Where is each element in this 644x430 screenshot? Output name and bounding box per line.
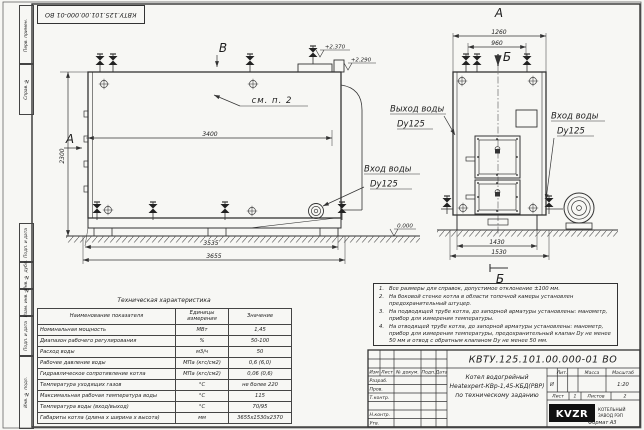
section-label-bottom: Б — [495, 272, 505, 286]
section-label-top: Б — [502, 50, 512, 64]
sheet-label: Лист — [552, 394, 564, 400]
margin-stamp-inv-dubl: Инв. № дубл. — [19, 261, 34, 290]
sheets-value: 2 — [623, 394, 627, 400]
role-prov: Пров. — [369, 387, 383, 393]
role-utv: Утв. — [369, 421, 380, 427]
see-note-ref: см. п. 2 — [251, 96, 293, 106]
role-nkontr: Н.контр. — [369, 413, 391, 418]
side-dimension-texts — [59, 41, 413, 260]
product-name-line1: Котел водогрейный — [465, 374, 529, 381]
valve-icon — [309, 46, 318, 64]
col-podp: Подп. — [421, 370, 436, 376]
valve-icon — [338, 202, 347, 220]
valve-icon — [96, 54, 105, 72]
company-name-line2: ЗАВОД РЭП — [598, 413, 623, 418]
notes-box — [373, 283, 618, 346]
dim-3535: 3535 — [203, 240, 219, 247]
dim-1530: 1530 — [491, 249, 507, 256]
product-name-line3: по техническому заданию — [455, 392, 539, 399]
col-izm: Изм — [369, 370, 379, 376]
role-tkontr: Т.контр. — [369, 396, 390, 401]
elevation-zero: 0.000 — [397, 223, 413, 230]
target-mark-icon — [458, 203, 468, 213]
tech-characteristics — [37, 294, 291, 424]
title-block-doc-number: КВТУ.125.101.00.000-01 ВО — [468, 354, 618, 366]
lit-label: Лит. — [556, 371, 568, 376]
tech-col-name: Наименование показателя — [38, 309, 176, 325]
valve-icon — [149, 202, 158, 220]
note-item: 4. На отводящей трубе котла, до запорной арматуры установлены: манометр, прибор для измерения температуры, предохранительный клапан Dу не менее 50 мм и отвод с обратным клапаном Dу не менее 50 мм. — [378, 323, 611, 344]
front-inlet-dn: Dу125 — [557, 126, 585, 137]
front-outlet-dn: Dу125 — [397, 119, 425, 130]
margin-stamp-perv-primen: Перв. примен. — [19, 5, 34, 65]
margin-stamp-sprav-no: Справ. № — [19, 63, 34, 115]
side-inlet-dn: Dу125 — [370, 179, 398, 190]
note-item: 3. На подводящей трубе котла, до запорной арматуры установлены: манометр, прибор для измерения температуры. — [378, 308, 608, 322]
target-mark-icon — [528, 76, 538, 86]
note-item: 2. На боковой стенке котла в области топочной камеры установлен предохранительный штуцер. — [378, 293, 574, 307]
col-dokum: № докум. — [396, 370, 419, 376]
note-item: 1. Все размеры для справок, допустимое отклонение ±100 мм. — [378, 286, 560, 292]
target-mark-icon — [528, 203, 538, 213]
scale-label: Масштаб — [612, 371, 634, 376]
tech-table-header — [38, 309, 292, 325]
dim-2300: 2300 — [59, 148, 66, 164]
tech-table-row: Рабочее давление воды МПа (кгс/см2) 0,6 (6,0) — [38, 358, 292, 369]
target-mark-icon — [248, 79, 258, 89]
dim-1260: 1260 — [491, 29, 507, 36]
tech-col-units: Единицы измерения — [176, 309, 229, 325]
valve-icon — [221, 202, 230, 220]
tech-table-row: Гидравлическое сопротивление котла МПа (кгс/см2) 0,06 (0,6) — [38, 369, 292, 380]
product-name-line2: Heatexpert-КВр-1,45-КБД(РВР) — [449, 383, 545, 390]
format-label: Формат А3 — [588, 420, 617, 426]
margin-stamp-inv-podl: Инв. № подл. — [19, 355, 34, 429]
view-arrow-label-b: В — [218, 41, 228, 55]
front-dimension-texts — [390, 6, 599, 286]
tech-table-row: Расход воды м3/ч 50 — [38, 347, 292, 358]
tech-col-value: Значение — [229, 309, 292, 325]
col-list: Лист — [381, 370, 393, 376]
col-data: Дата — [435, 370, 448, 376]
target-mark-icon — [457, 76, 467, 86]
target-mark-icon — [99, 79, 109, 89]
dim-3400: 3400 — [202, 131, 218, 138]
margin-stamp-vzam-inv: Взам. инв. № — [19, 288, 34, 317]
valve-icon — [462, 54, 471, 72]
valve-icon — [109, 54, 118, 72]
sheet-value: 1 — [573, 394, 577, 400]
tech-table-title: Техническая характеристика — [117, 297, 211, 304]
corner-stamp — [37, 5, 145, 24]
corner-stamp-doc-number: КВТУ.125.101.00.000-01 ВО — [45, 10, 137, 19]
side-view — [66, 57, 420, 243]
tech-table-row: Номинальная мощность МВт 1,45 — [38, 325, 292, 336]
tech-table-row: Максимальная рабочая температура воды °С 115 — [38, 391, 292, 402]
tech-table-row: Габариты котла (длина х ширина х высота) мм 3655х1530х2370 — [38, 413, 292, 424]
tech-table-row: Температура воды (вход/выход) °С 70/95 — [38, 402, 292, 413]
front-inlet-label: Вход воды — [551, 111, 599, 122]
valve-icon — [523, 54, 532, 72]
company-name-line1: КОТЕЛЬНЫЙ — [598, 407, 626, 412]
tech-table — [37, 308, 292, 424]
valve-icon — [93, 202, 102, 220]
elevation-top: +2.370 — [324, 44, 346, 51]
mass-label: Масса — [584, 371, 600, 376]
margin-stamp-podp-data-2: Подп. и дата — [19, 315, 34, 357]
tech-table-row: Температура уходящих газов °С не более 220 — [38, 380, 292, 391]
valve-icon — [246, 54, 255, 72]
valve-icon — [473, 54, 482, 72]
tech-table-row: Диапазон рабочего регулирования % 50-100 — [38, 336, 292, 347]
sheets-label: Листов — [587, 394, 605, 400]
front-view — [437, 64, 618, 237]
lit-value: И — [550, 382, 554, 388]
valve-icon — [443, 196, 452, 214]
margin-stamp-podp-data-1: Подп. и дата — [19, 223, 34, 263]
front-view-title: А — [494, 6, 504, 20]
dim-3655: 3655 — [206, 253, 222, 260]
target-mark-icon — [103, 205, 113, 215]
front-outlet-label: Выход воды — [390, 104, 445, 115]
scale-value: 1:20 — [617, 382, 629, 388]
role-razrab: Разраб. — [369, 379, 388, 384]
side-inlet-label: Вход воды — [364, 164, 412, 175]
side-dimensions — [60, 50, 420, 264]
kvzr-logo: KVZR — [555, 409, 589, 420]
inlet-flange-icon — [309, 204, 324, 219]
elevation-mid: +2.290 — [350, 57, 372, 64]
dim-1430: 1430 — [489, 239, 505, 246]
view-arrow-label-a: А — [65, 132, 75, 146]
target-mark-icon — [247, 206, 257, 216]
dim-960: 960 — [491, 40, 503, 47]
